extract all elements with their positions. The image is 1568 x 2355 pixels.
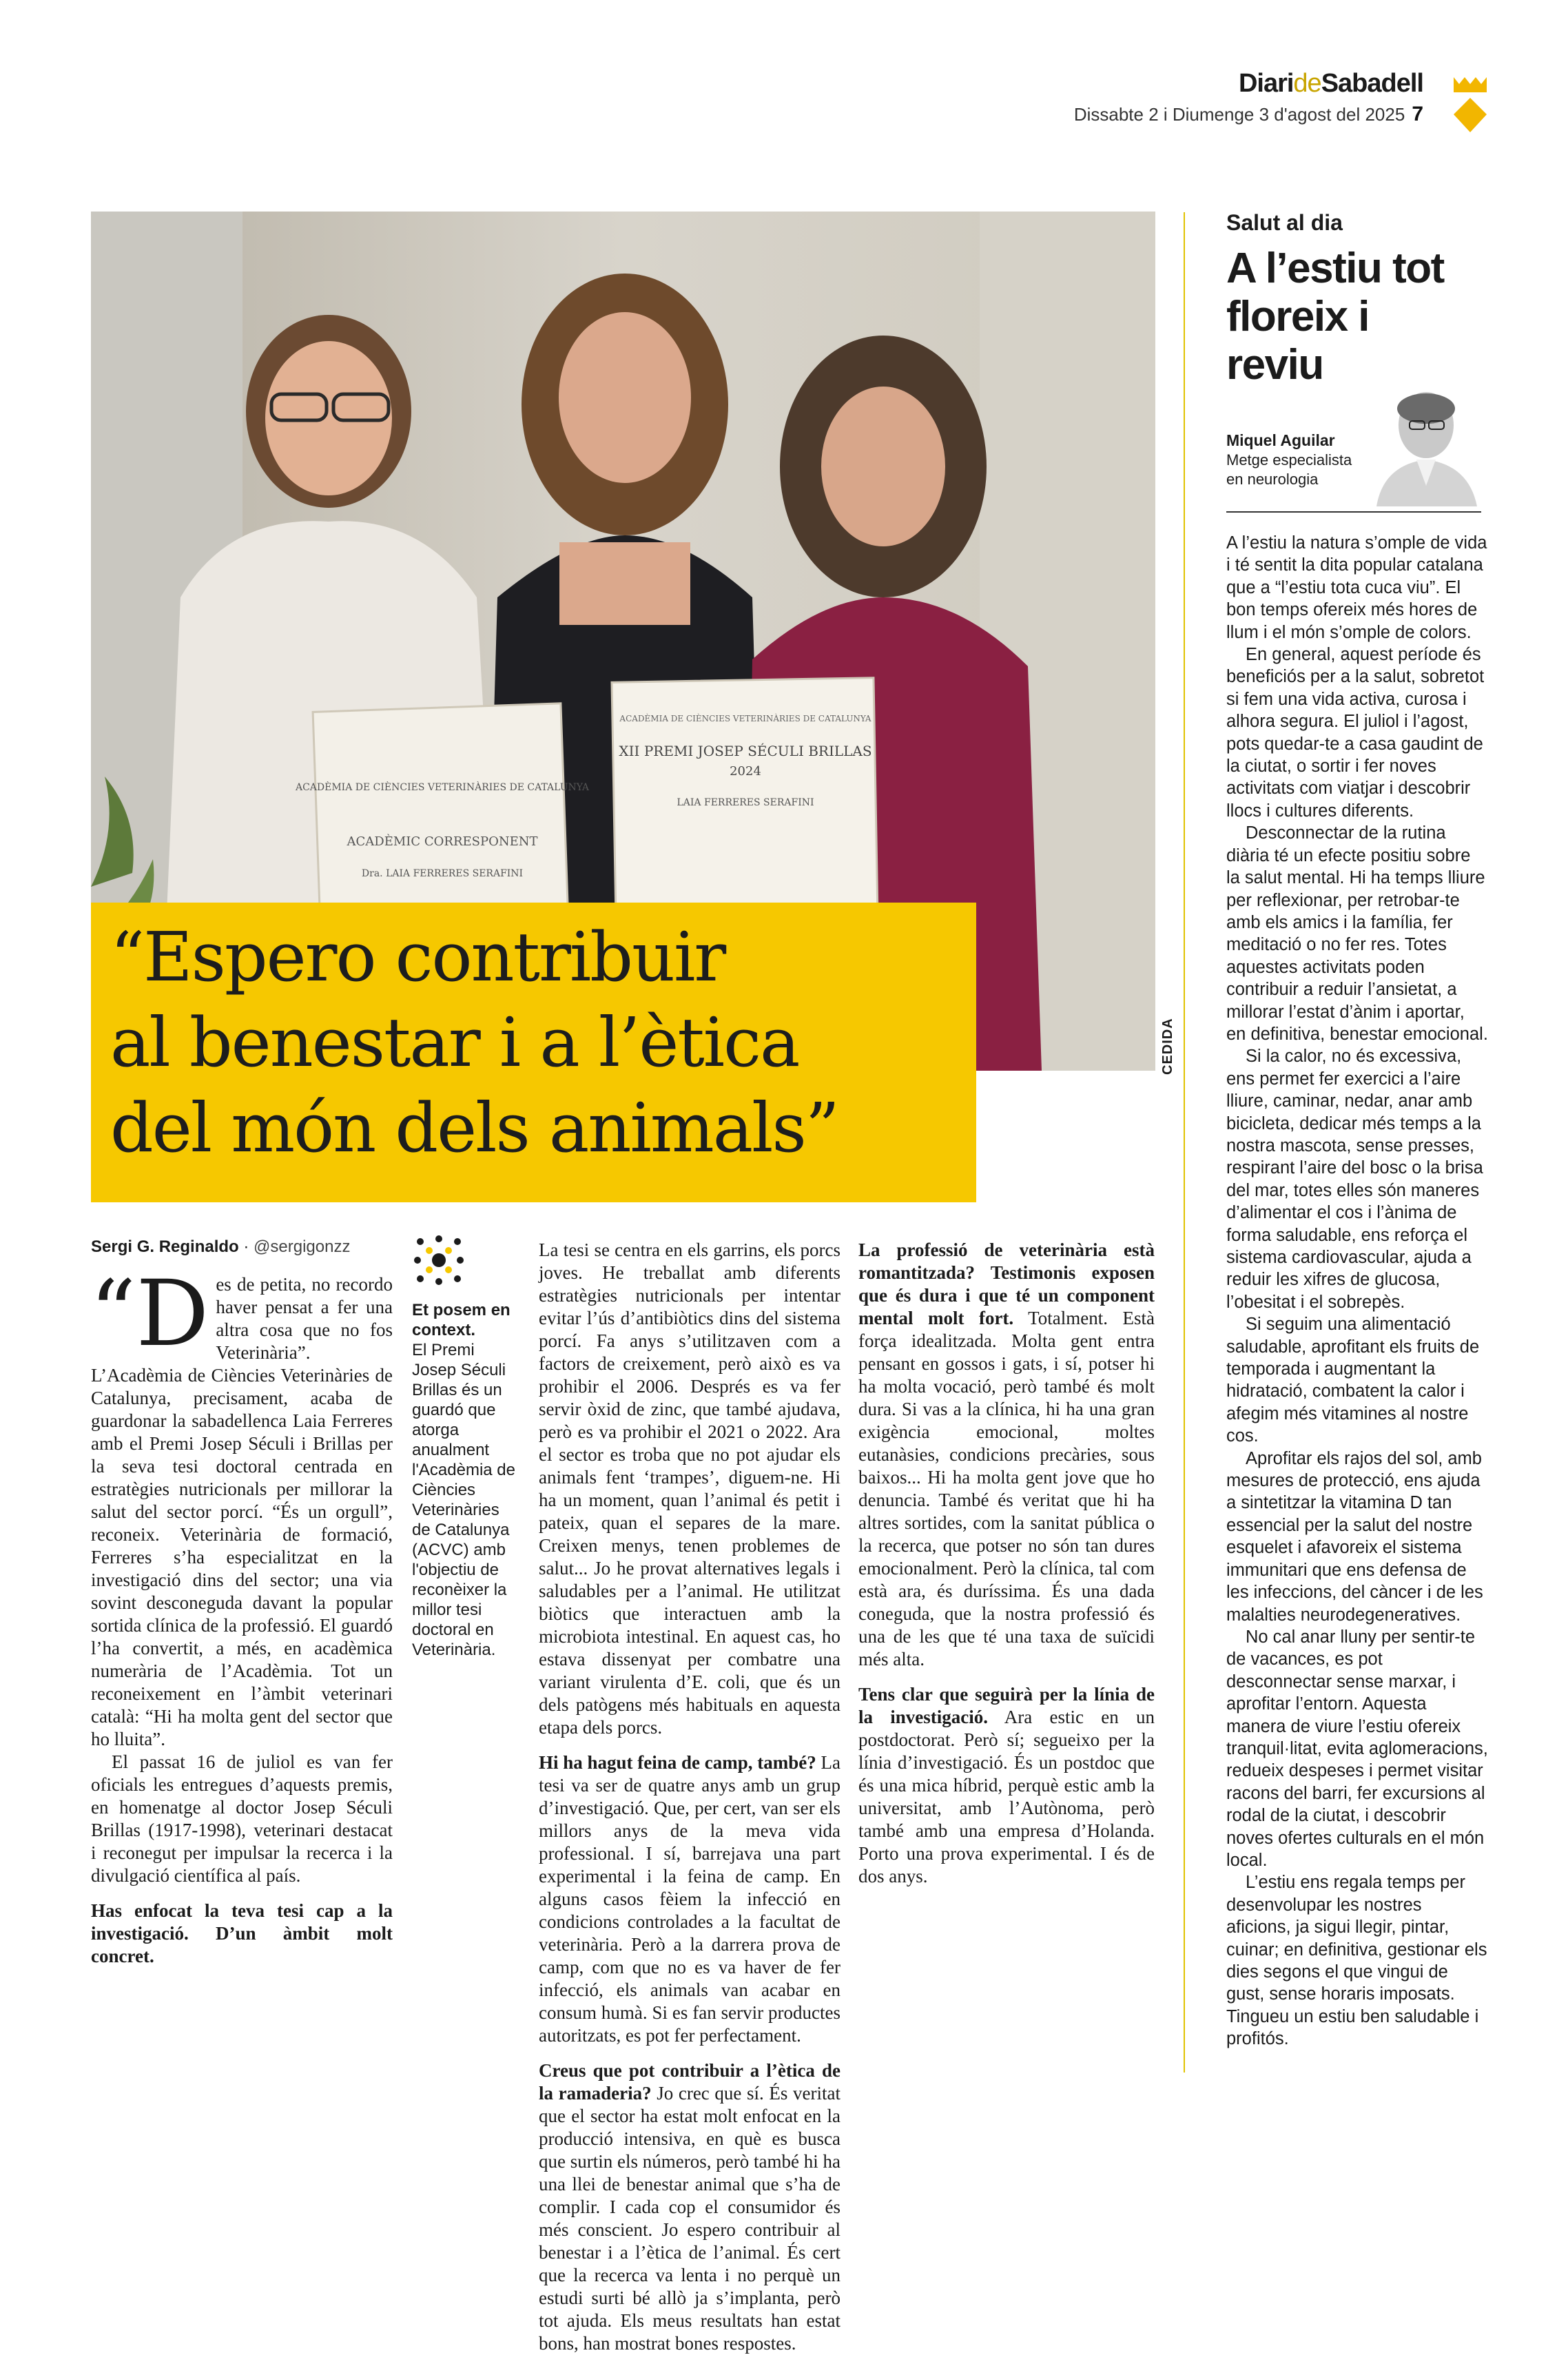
diploma-left-line2: ACADÈMIC CORRESPONENT <box>347 834 538 849</box>
byline-handle[interactable]: @sergigonzz <box>254 1237 351 1256</box>
dateline <box>1074 103 1423 126</box>
context-title: Et posem en context. <box>412 1301 510 1339</box>
diploma-right-line4: LAIA FERRERES SERAFINI <box>677 797 814 808</box>
headline-box <box>91 903 976 1202</box>
context-box <box>412 1233 515 1660</box>
interview-answer: La tesi se centra en els garrins, els porcs joves. He treballat amb diferents estratègies nutricionals per intentar evitar l’ús d’antibiòtics dins del sistema porcí. Fa anys s’utilitzaven com a factors de creixement, però això es va prohibir el 2006. Després es va fer servir òxid de zinc, que també ajudava, però es va prohibir el 2021 o 2022. Ara el sector es troba que no pot ajudar els animals fent ‘trampes’, diguem-ne. Hi ha un moment, quan l’animal és petit i pateix, quan el separes de la mare. Creixen menys, tenen problemes de salut... Jo he provat alternatives legals i saludables per a l’animal. He utilitzat biòtics que interactuen amb la microbiota intestinal. En aquest cas, ho estava dissenyat per combatre una variant virulenta d’E. coli, que és un dels patògens més habituals en aquesta etapa dels porcs. <box>539 1240 840 1738</box>
context-text: El Premi Josep Séculi Brillas és un guardó que atorga anualment l'Acadèmia de Ciències Veterinàries de Catalunya (ACVC) amb l'objectiu de reconèixer la millor tesi doctoral en Veterinària. <box>412 1341 515 1659</box>
dropcap: “D <box>90 1261 209 1367</box>
sidebar-paragraph: Si seguim una alimentació saludable, aprofitant els fruits de temporada i augmentant la hidratació, combatent la calor i afegim més vitamines al nostre cos. <box>1226 1315 1480 1446</box>
interview-question: Tens clar que seguirà per la línia de la investigació. Ara estic en un postdoctorat. Però sí; segueixo per la línia d’investigació. És un postdoc que és una mica híbrid, perquè estic amb la universitat, amb l’Autònoma, però també amb una empresa d’Holanda. Porto una prova experimental. I és de dos anys. <box>858 1684 1155 1886</box>
sidebar-title: A l’estiu tot floreix i reviu <box>1226 245 1444 389</box>
sidebar-section-label: Salut al dia <box>1226 210 1343 235</box>
byline: Sergi G. Reginaldo · @sergigonzz <box>91 1237 351 1256</box>
sidebar-paragraph: A l’estiu la natura s’omple de vida i té sentit la dita popular catalana que a “l’estiu tota cuca viu”. El bon temps ofereix més hores de llum i el món s’omple de colors. <box>1226 533 1487 642</box>
interview-question: Has enfocat la teva tesi cap a la investigació. D’un àmbit molt concret. <box>91 1900 393 1966</box>
newspaper-logo[interactable]: DiarideSabadell <box>1238 69 1423 98</box>
interview-question: Creus que pot contribuir a l’ètica de la ramaderia? Jo crec que sí. És veritat que el sector ha estat molt enfocat en la producció intensiva, en què es busca que surtin els números, però també hi ha una llei de benestar animal que s’ha de complir. I cada cop el consumidor és més conscient. Jo espero contribuir al benestar i a l’ètica de l’animal. És cert que la recerca va lenta i no perquè un estudi surti bé allò ja s’implanta, però tot ajuda. Els meus resultats han estat bons, han mostrat bones respostes. <box>539 2060 840 2354</box>
context-dots-icon <box>412 1233 466 1287</box>
author-name: Miquel Aguilar <box>1226 431 1335 449</box>
sidebar-body <box>1226 532 1488 2050</box>
byline-author: Sergi G. Reginaldo <box>91 1237 239 1256</box>
sidebar-author <box>1226 431 1352 489</box>
article-column-3 <box>858 1239 1155 1888</box>
author-role: Metge especialista <box>1226 451 1352 469</box>
sidebar-author-rule <box>1226 511 1481 513</box>
sidebar-paragraph: Aprofitar els rajos del sol, amb mesures de protecció, ens ajuda a sintetitzar la vitamina D tan essencial per la salut del nostre esquelet i afavoreix el sistema immunitari que ens defensa de les infeccions, del càncer i de les malalties neurodegeneratives. <box>1226 1448 1483 1625</box>
page-number: 7 <box>1412 103 1423 125</box>
diploma-left-line1: ACADÈMIA DE CIÈNCIES VETERINÀRIES DE CATALUNYA <box>295 782 590 793</box>
diploma-right-line2: XII PREMI JOSEP SÉCULI BRILLAS <box>619 743 872 759</box>
sidebar-paragraph: Si la calor, no és excessiva, ens permet fer exercici a l’aire lliure, caminar, nedar, anar amb bicicleta, dedicar més temps a la nostra mascota, sense presses, respirant l’aire del bosc o la brisa del mar, totes elles són maneres d’alimentar el cos i l’ànima de forma saludable, ens reforça el sistema cardiovascular, ajuda a reduir les xifres de glucosa, l’obesitat i el sobrepès. <box>1226 1047 1483 1312</box>
sidebar-paragraph: No cal anar lluny per sentir-te de vacances, es pot desconnectar sense marxar, i aprofitar l’entorn. Aquesta manera de viure l’estiu ofereix tranquil·litat, evita aglomeracions, redueix despeses i permet visitar racons del barri, fer excursions al rodal de la ciutat, i descobrir noves ofertes culturals en el món local. <box>1226 1627 1488 1870</box>
interview-question: Hi ha hagut feina de camp, també? La tesi va ser de quatre anys amb un grup d’investigació. Que, per cert, van ser els millors anys de la meva vida professional. I sí, barrejava una part experimental i la feina de camp. En alguns casos fèiem la infecció en condicions controlades a la facultat de veterinària. Però a la darrera prova de camp, com que no es va haver de fer infecció, els animals van acabar en consum humà. Si es fan servir productes autoritzats, es pot fer perfectament. <box>539 1752 840 2046</box>
interview-question: La professió de veterinària està romantitzada? Testimonis exposen que és dura i que té un component mental molt fort. Totalment. Està força idealitzada. Molta gent entra pensant en gossos i gats, i sí, potser hi ha molta vocació, però també és molt dura. Si vas a la clínica, hi ha una gran exigència emocional, moltes eutanàsies, condicions precàries, sous baixos... Hi ha molta gent jove que ho denuncia. També és veritat que hi ha altres sortides, com la sanitat pública o la recerca, que potser no són tan dures emocionalment. Però la clínica, tal com està ara, és duríssima. És una dada coneguda, que la nostra professió és una de les que té una taxa de suïcidi més alta. <box>858 1240 1155 1669</box>
diploma-left-line3: Dra. LAIA FERRERES SERAFINI <box>361 868 524 879</box>
sidebar-paragraph: En general, aquest període és beneficiós per a la salut, sobretot si fem una vida activa, curosa i alhora segura. El juliol i l’agost, pots quedar-te a casa gaudint de la ciutat, o sortir i fer noves activitats com viatjar i descobrir llocs i cultures diferents. <box>1226 645 1485 821</box>
headline <box>110 915 978 1171</box>
headline-line1: “Espero contribuir <box>110 918 725 997</box>
photo-credit: CEDIDA <box>1160 1018 1175 1075</box>
issue-date: Dissabte 2 i Diumenge 3 d'agost del 2025 <box>1073 104 1405 125</box>
author-portrait <box>1370 382 1480 506</box>
sidebar-paragraph: L’estiu ens regala temps per desenvolupar les nostres aficions, ja sigui llegir, pintar, cuinar; en definitiva, gestionar els dies segons el que vingui de gust, sense horaris imposats. Tingueu un estiu ben saludable i profitós. <box>1226 1873 1487 2049</box>
article-column-1 <box>90 1261 393 1968</box>
headline-line2: al benestar i a l’ètica <box>110 1004 799 1082</box>
headline-line3: del món dels animals” <box>110 1089 838 1168</box>
author-role: en neurologia <box>1226 471 1319 488</box>
crest-icon <box>1450 74 1491 134</box>
article-column-2 <box>539 1239 840 2355</box>
article-paragraph: El passat 16 de juliol es van fer oficials les entregues d’aquests premis, en homenatge al doctor Josep Séculi Brillas (1917-1998), veterinari destacat i reconegut per impulsar la recerca i la divulgació científica al país. <box>91 1751 393 1886</box>
sidebar-paragraph: Desconnectar de la rutina diària té un efecte positiu sobre la salut mental. Hi ha temps lliure per reflexionar, per retrobar-te amb els amics i la família, fer meditació o no fer res. Totes aquestes activitats poden contribuir a reduir l’ansietat, a millorar l’estat d’ànim i aportar, en definitiva, benestar emocional. <box>1226 823 1488 1044</box>
diploma-right-line3: 2024 <box>730 764 761 779</box>
article-paragraph: “Des de petita, no recordo haver pensat a fer una altra cosa que no fos Veterinària”. L’Acadèmia de Ciències Veterinàries de Catalunya, precisament, acaba de guardonar la sabadellenca Laia Ferreres amb el Premi Josep Séculi i Brillas per la seva tesi doctoral centrada en estratègies nutricionals per millorar la salut del sector porcí. “És un orgull”, reconeix. Veterinària de formació, Ferreres s’ha especialitzat en la investigació dins del sector; una via sovint desconeguda davant la popular sortida clínica de la professió. El guardó l’ha convertit, a més, en acadèmica numerària de l’Acadèmia. Tot un reconeixement en l’àmbit veterinari català: “Hi ha molta gent del sector que ho lluita”. <box>90 1261 393 1749</box>
diploma-right-line1: ACADÈMIA DE CIÈNCIES VETERINÀRIES DE CATALUNYA <box>619 714 871 723</box>
masthead <box>1074 69 1423 126</box>
sidebar-divider <box>1184 212 1185 2073</box>
